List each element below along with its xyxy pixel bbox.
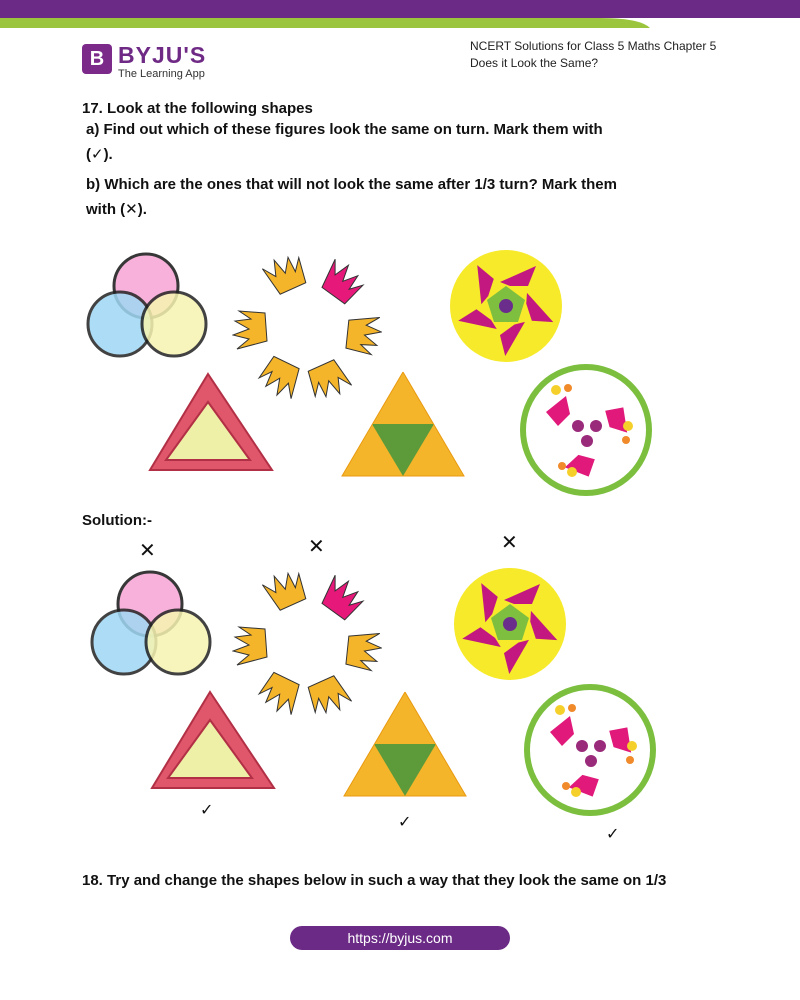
tick-mark-triforce: ✓: [398, 814, 412, 831]
pinwheel-disc-solution: [452, 566, 568, 682]
document-title: [470, 38, 716, 72]
tri-force-solution: [342, 690, 468, 800]
byjus-logo: [82, 40, 222, 84]
triangle-frame-figure: [146, 372, 276, 474]
logo-letter: B: [89, 48, 105, 70]
q17-part-b-line1: b) Which are the ones that will not look the same after 1/3 turn? Mark them: [86, 176, 617, 193]
logo-tagline: The Learning App: [118, 68, 205, 80]
venn-circles-solution: [86, 568, 218, 680]
cross-mark-venn: ✕: [139, 540, 156, 562]
top-banner: [0, 0, 800, 28]
tick-mark-triangle: ✓: [200, 802, 214, 819]
q17-title: 17. Look at the following shapes: [82, 100, 313, 117]
cross-mark-pinwheel: ✕: [501, 532, 518, 554]
q17-part-a-line2: (✓).: [86, 146, 113, 163]
cross-mark-flame: ✕: [308, 536, 325, 558]
q17-part-a-line1: a) Find out which of these figures look the same on turn. Mark them with: [86, 121, 603, 138]
footer-url[interactable]: https://byjus.com: [290, 926, 510, 950]
q18-title: 18. Try and change the shapes below in such a way that they look the same on 1/3: [82, 872, 667, 889]
tri-force-figure: [340, 370, 466, 480]
pinwheel-ring-figure: [518, 362, 654, 498]
q17-part-b-line2: with (✕).: [86, 201, 147, 218]
pinwheel-ring-solution: [522, 682, 658, 818]
logo-name: BYJU'S: [118, 42, 207, 68]
pinwheel-disc-figure: [448, 248, 564, 364]
venn-circles-figure: [82, 250, 214, 362]
solution-label: Solution:-: [82, 512, 152, 529]
document-title-line2: Does it Look the Same?: [470, 56, 599, 70]
tick-mark-pinwheel-ring: ✓: [606, 826, 620, 843]
document-title-line1: NCERT Solutions for Class 5 Maths Chapter 5: [470, 39, 717, 53]
triangle-frame-solution: [148, 690, 278, 792]
